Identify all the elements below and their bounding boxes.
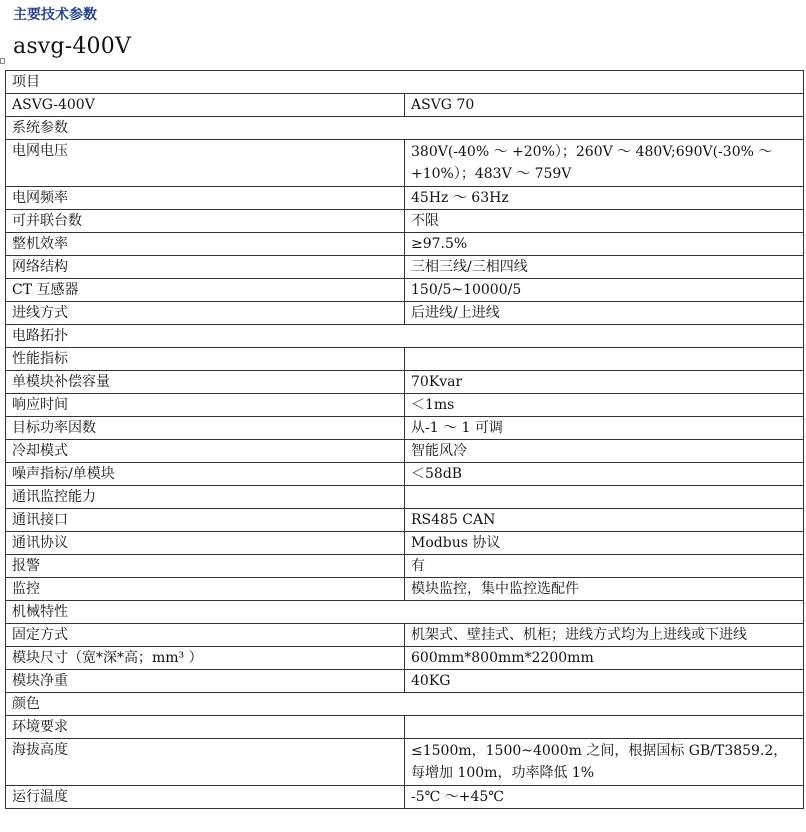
param-value: ≤1500m，1500~4000m 之间，根据国标 GB/T3859.2，每增加 100m，功率降低 1%: [405, 739, 804, 786]
param-value: [405, 348, 804, 371]
param-value: 机架式、壁挂式、机柜；进线方式均为上进线或下进线: [405, 624, 804, 647]
param-value: [405, 486, 804, 509]
param-label: 模块尺寸（宽*深*高；mm³ ）: [6, 647, 405, 670]
section-label: 项目: [6, 71, 804, 94]
param-value: ASVG 70: [405, 94, 804, 117]
param-value: 从-1 ～ 1 可调: [405, 417, 804, 440]
param-label: 通讯协议: [6, 532, 405, 555]
param-label: 噪声指标/单模块: [6, 463, 405, 486]
table-row: [6, 509, 804, 532]
param-label: 电网电压: [6, 140, 405, 187]
param-value: 智能风冷: [405, 440, 804, 463]
param-label: 环境要求: [6, 716, 405, 739]
param-value: 70Kvar: [405, 371, 804, 394]
section-row: [6, 325, 804, 348]
table-row: [6, 786, 804, 809]
param-label: 网络结构: [6, 256, 405, 279]
param-value: [405, 716, 804, 739]
param-value: ＜58dB: [405, 463, 804, 486]
table-row: [6, 670, 804, 693]
table-row: [6, 463, 804, 486]
param-value: -5℃ ～+45℃: [405, 786, 804, 809]
param-value: 有: [405, 555, 804, 578]
param-value: ≥97.5%: [405, 233, 804, 256]
section-label: 系统参数: [6, 117, 804, 140]
table-row: [6, 187, 804, 210]
param-label: 单模块补偿容量: [6, 371, 405, 394]
param-label: 可并联台数: [6, 210, 405, 233]
table-row: [6, 140, 804, 187]
param-label: 海拔高度: [6, 739, 405, 786]
section-row: [6, 601, 804, 624]
section-row: [6, 693, 804, 716]
param-value: 三相三线/三相四线: [405, 256, 804, 279]
param-label: 进线方式: [6, 302, 405, 325]
table-row: [6, 371, 804, 394]
section-row: [6, 117, 804, 140]
table-row: [6, 394, 804, 417]
param-value: Modbus 协议: [405, 532, 804, 555]
table-row: [6, 739, 804, 786]
section-heading: 主要技术参数: [13, 7, 97, 23]
table-row: [6, 348, 804, 371]
product-title: asvg-400V: [13, 34, 132, 59]
param-label: 监控: [6, 578, 405, 601]
spec-table: [5, 70, 804, 809]
param-value: 40KG: [405, 670, 804, 693]
param-value: 150/5~10000/5: [405, 279, 804, 302]
table-row: [6, 716, 804, 739]
param-label: 电网频率: [6, 187, 405, 210]
param-label: 性能指标: [6, 348, 405, 371]
table-row: [6, 647, 804, 670]
section-label: 颜色: [6, 693, 804, 716]
table-row: [6, 440, 804, 463]
param-value: 45Hz ～ 63Hz: [405, 187, 804, 210]
param-value: ＜1ms: [405, 394, 804, 417]
section-row: [6, 71, 804, 94]
table-row: [6, 210, 804, 233]
table-row: [6, 624, 804, 647]
table-row: [6, 578, 804, 601]
param-label: 报警: [6, 555, 405, 578]
param-label: 模块净重: [6, 670, 405, 693]
param-label: 固定方式: [6, 624, 405, 647]
table-row: [6, 256, 804, 279]
table-row: [6, 555, 804, 578]
param-value: RS485 CAN: [405, 509, 804, 532]
param-value: 不限: [405, 210, 804, 233]
anchor-marker-icon: [0, 58, 5, 64]
param-label: 通讯监控能力: [6, 486, 405, 509]
section-label: 机械特性: [6, 601, 804, 624]
spec-table-body: [6, 71, 804, 809]
param-value: 后进线/上进线: [405, 302, 804, 325]
param-label: 通讯接口: [6, 509, 405, 532]
param-value: 模块监控，集中监控选配件: [405, 578, 804, 601]
param-label: 冷却模式: [6, 440, 405, 463]
param-value: 380V(-40% ～ +20%）；260V ～ 480V;690V(-30% ～ +10%）；483V ～ 759V: [405, 140, 804, 187]
table-row: [6, 94, 804, 117]
param-value: 600mm*800mm*2200mm: [405, 647, 804, 670]
param-label: 整机效率: [6, 233, 405, 256]
table-row: [6, 279, 804, 302]
param-label: 目标功率因数: [6, 417, 405, 440]
table-row: [6, 233, 804, 256]
table-row: [6, 417, 804, 440]
section-label: 电路拓扑: [6, 325, 804, 348]
param-label: ASVG-400V: [6, 94, 405, 117]
table-row: [6, 302, 804, 325]
param-label: 运行温度: [6, 786, 405, 809]
param-label: CT 互感器: [6, 279, 405, 302]
param-label: 响应时间: [6, 394, 405, 417]
table-row: [6, 532, 804, 555]
table-row: [6, 486, 804, 509]
